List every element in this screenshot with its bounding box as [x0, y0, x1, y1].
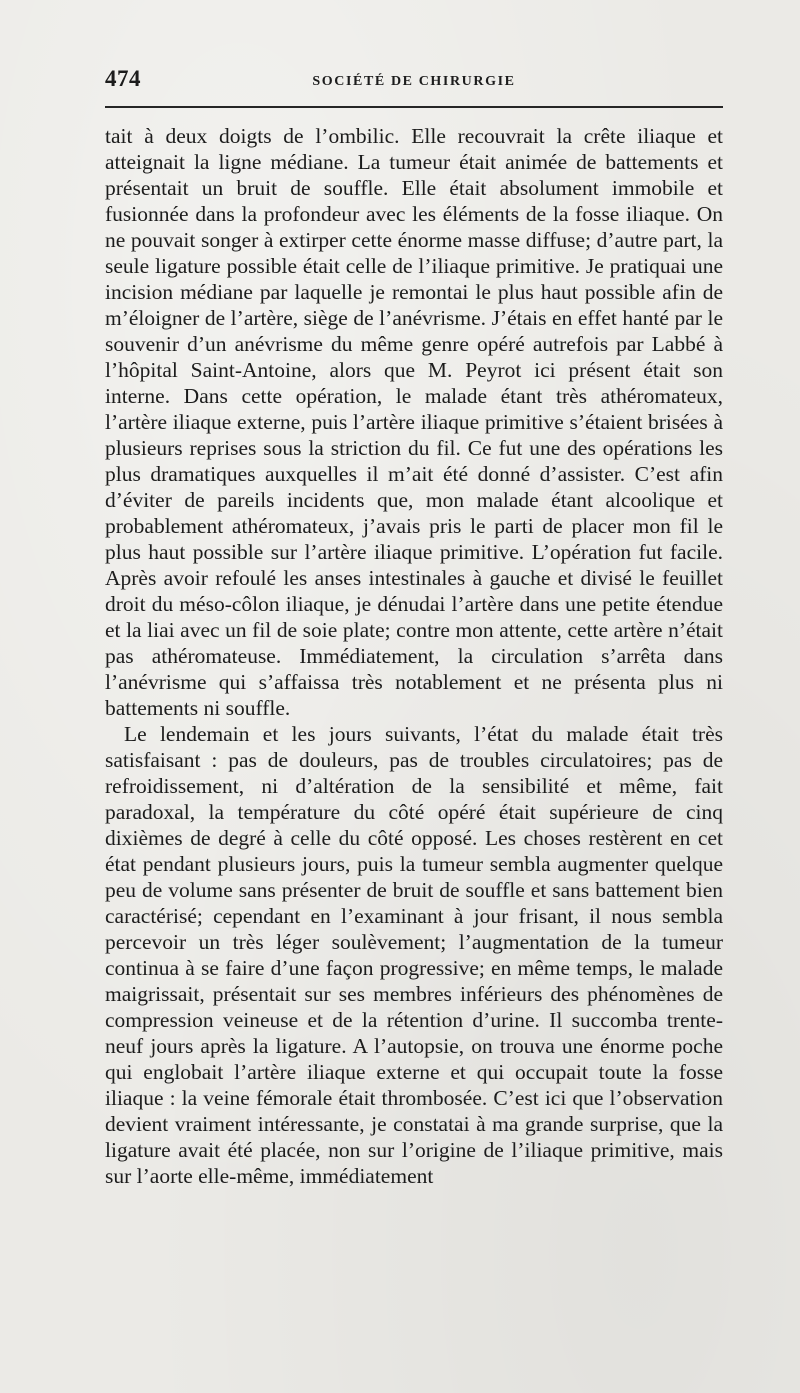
journal-title: SOCIÉTÉ DE CHIRURGIE — [312, 74, 516, 89]
body-text — [105, 123, 723, 1189]
running-head — [105, 66, 723, 96]
paragraph-continued: tait à deux doigts de l’ombilic. Elle recouvrait la crête iliaque et atteignait la ligne médiane. La tumeur était animée de battements et présentait un bruit de souffle. Elle était absolument immobile et fusionnée dans la profondeur avec les éléments de la fosse iliaque. On ne pouvait songer à extirper cette énorme masse diffuse; d’autre part, la seule ligature possible était celle de l’iliaque primitive. Je pratiquai une incision médiane par laquelle je remontai le plus haut possible afin de m’éloigner de l’artère, siège de l’anévrisme. J’étais en effet hanté par le souvenir d’un anévrisme du même genre opéré autrefois par Labbé à l’hôpital Saint-Antoine, alors que M. Peyrot ici présent était son interne. Dans cette opération, le malade étant très athéromateux, l’artère iliaque externe, puis l’artère iliaque primitive s’étaient brisées à plusieurs reprises sous la striction du fil. Ce fut une des opérations les plus dramatiques auxquelles il m’ait été donné d’assister. C’est afin d’éviter de pareils incidents que, mon malade étant alcoolique et probablement athéromateux, j’avais pris le parti de placer mon fil le plus haut possible sur l’artère iliaque primitive. L’opération fut facile. Après avoir refoulé les anses intestinales à gauche et divisé le feuillet droit du méso-côlon iliaque, je dénudai l’artère dans une petite étendue et la liai avec un fil de soie plate; contre mon attente, cette artère n’était pas athéromateuse. Immédiatement, la circulation s’arrêta dans l’anévrisme qui s’affaissa très notablement et ne présenta plus ni battements ni souffle. — [105, 124, 723, 720]
header-rule — [105, 106, 723, 108]
page-number: 474 — [105, 66, 141, 91]
paragraph: Le lendemain et les jours suivants, l’état du malade était très satisfaisant : pas de douleurs, pas de troubles circulatoires; pas de refroidissement, ni d’altération de la sensibilité et même, fait paradoxal, la température du côté opéré était supérieure de cinq dixièmes de degré à celle du côté opposé. Les choses restèrent en cet état pendant plusieurs jours, puis la tumeur sembla augmenter quelque peu de volume sans présenter de bruit de souffle et sans battement bien caractérisé; cependant en l’examinant à jour frisant, il nous sembla percevoir un très léger soulèvement; l’augmentation de la tumeur continua à se faire d’une façon progressive; en même temps, le malade maigrissait, présentait sur ses membres inférieurs des phénomènes de compression veineuse et de la rétention d’urine. Il succomba trente-neuf jours après la ligature. A l’autopsie, on trouva une énorme poche qui englobait l’artère iliaque externe et qui occupait toute la fosse iliaque : la veine fémorale était thrombosée. C’est ici que l’observation devient vraiment intéressante, je constatai à ma grande surprise, que la ligature avait été placée, non sur l’origine de l’iliaque primitive, mais sur l’aorte elle-même, immédiatement — [105, 722, 723, 1188]
